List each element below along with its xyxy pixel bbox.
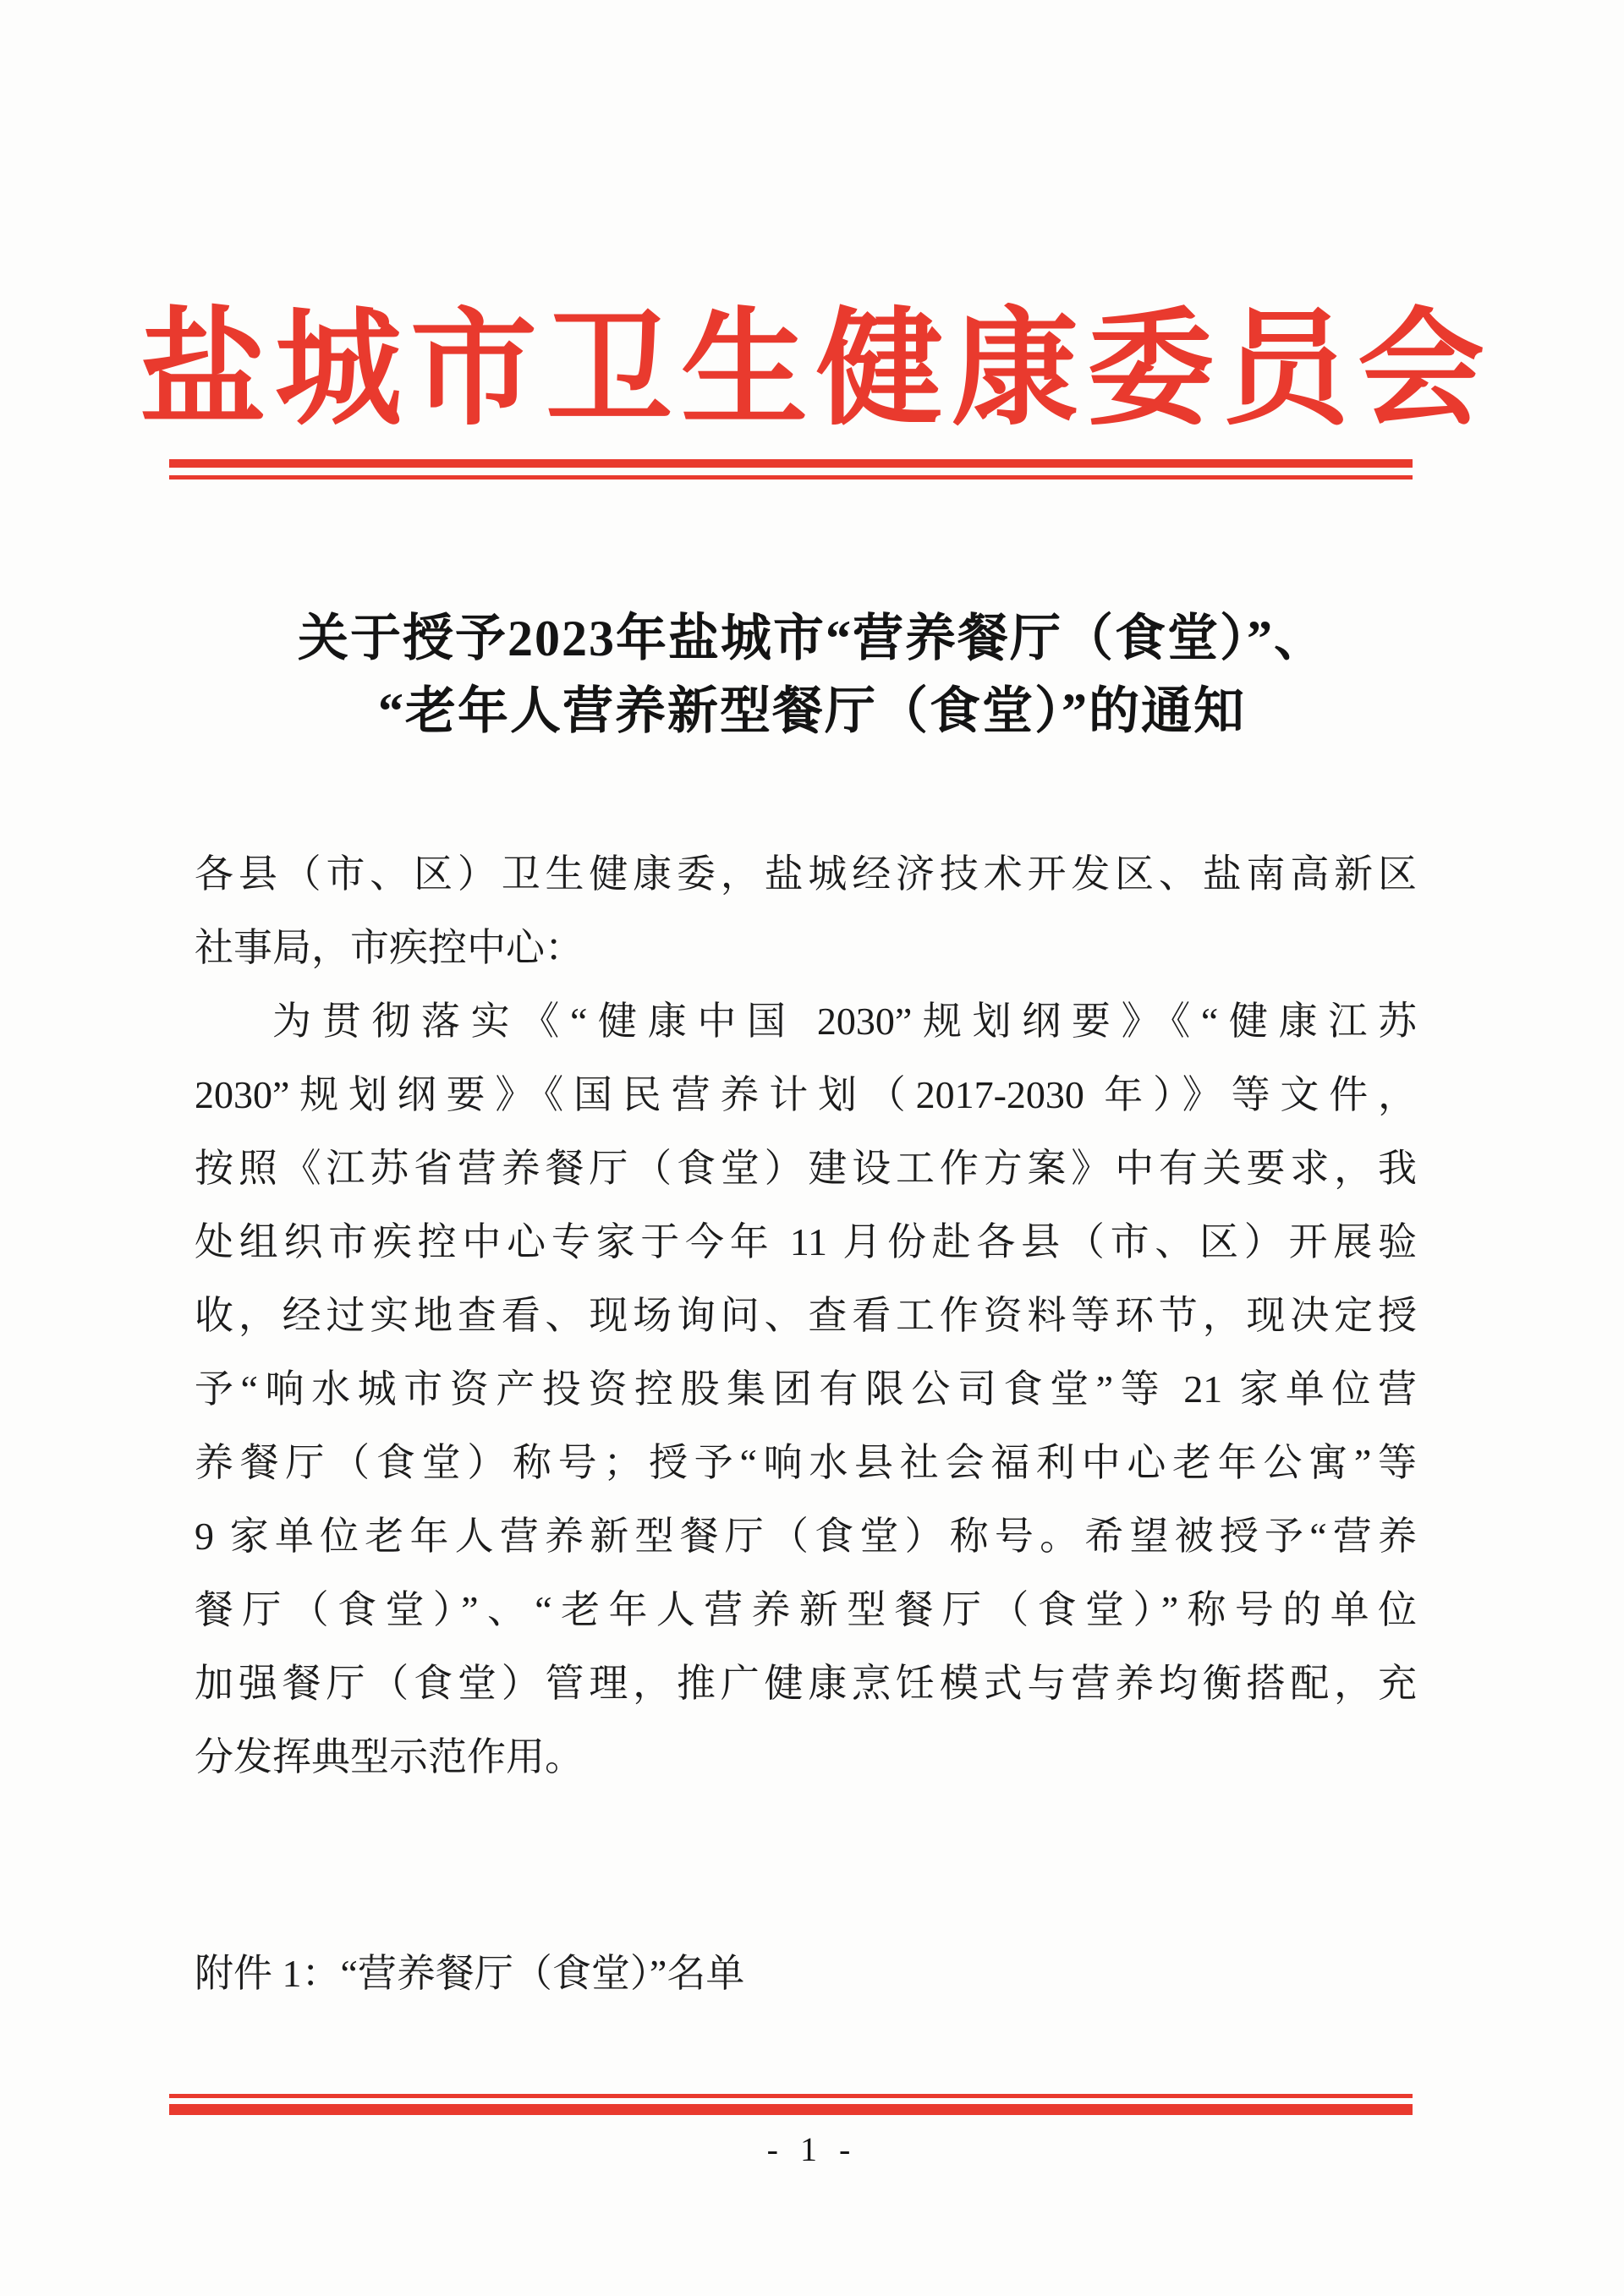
- body-line: 收，经过实地查看、现场询问、查看工作资料等环节，现决定授: [195, 1294, 1417, 1337]
- footer-divider-thick-bar: [169, 2104, 1413, 2115]
- footer-divider: [169, 2094, 1413, 2115]
- body-line: 餐厅（食堂）”、“老年人营养新型餐厅（食堂）”称号的单位: [195, 1588, 1417, 1631]
- body-line: 按照《江苏省营养餐厅（食堂）建设工作方案》中有关要求，我: [195, 1147, 1417, 1190]
- letterhead-org-name: 盐城市卫生健康委员会: [139, 300, 1493, 441]
- body-line: 分发挥典型示范作用。: [195, 1735, 584, 1778]
- document-title-line2: “老年人营养新型餐厅（食堂）”的通知: [378, 683, 1246, 739]
- body-line: 2030”规划纲要》《国民营养计划（2017-2030 年）》等文件，: [195, 1073, 1417, 1116]
- letterhead-divider: [169, 459, 1413, 479]
- document-body: [195, 837, 1417, 1794]
- body-line: 各县（市、区）卫生健康委，盐城经济技术开发区、盐南高新区: [195, 852, 1417, 896]
- body-line: 社事局，市疾控中心：: [195, 926, 584, 969]
- document-title: [0, 602, 1624, 748]
- letterhead-divider-thin-bar: [169, 475, 1413, 479]
- body-line: 养餐厅（食堂）称号；授予“响水县社会福利中心老年公寓”等: [195, 1441, 1417, 1484]
- page-number: - 1 -: [766, 2130, 858, 2168]
- body-line: 处组织市疾控中心专家于今年 11 月份赴各县（市、区）开展验: [195, 1220, 1417, 1263]
- attachment-note: 附件 1：“营养餐厅（食堂）”名单: [195, 1952, 745, 1995]
- body-line: 加强餐厅（食堂）管理，推广健康烹饪模式与营养均衡搭配，充: [195, 1662, 1417, 1705]
- letterhead-divider-thick-bar: [169, 459, 1413, 468]
- footer-divider-thin-bar: [169, 2094, 1413, 2098]
- document-title-line1: 关于授予2023年盐城市“营养餐厅（食堂）”、: [298, 611, 1326, 666]
- body-line: 为贯彻落实《“健康中国 2030”规划纲要》《“健康江苏: [272, 1000, 1417, 1043]
- body-line: 予“响水城市资产投资控股集团有限公司食堂”等 21 家单位营: [195, 1367, 1417, 1411]
- body-line: 9 家单位老年人营养新型餐厅（食堂）称号。希望被授予“营养: [195, 1515, 1417, 1558]
